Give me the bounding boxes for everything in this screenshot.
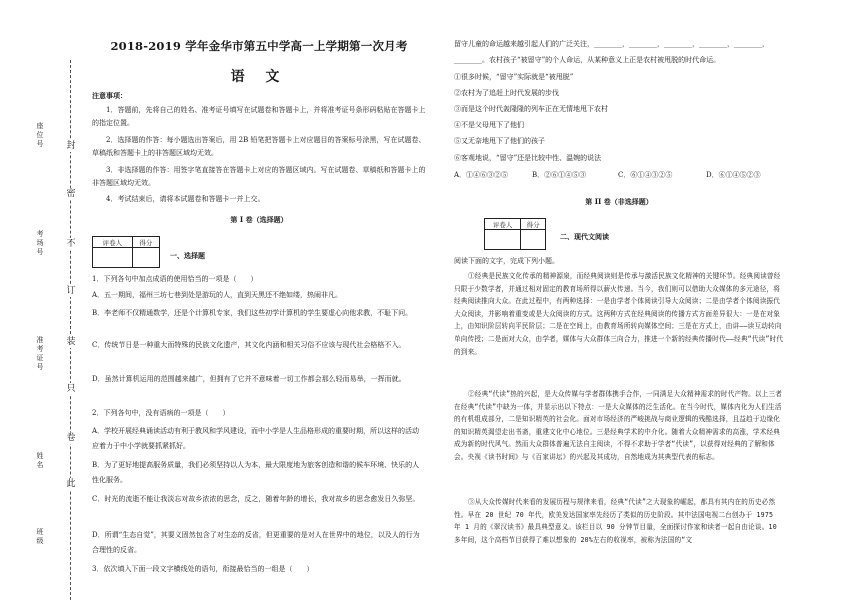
score-label: 评卷人 <box>485 219 521 230</box>
q3-option: ③而是这个时代轰隆隆的列车正在无情地甩下农村 <box>454 105 608 113</box>
q3-option: ⑥客观地说，“留守”还是比较中性、温婉的说法 <box>454 154 602 162</box>
field-label: 考场号 <box>36 230 44 256</box>
score-cell[interactable] <box>521 230 546 250</box>
score-label: 评卷人 <box>93 237 133 248</box>
field-label: 准考证号 <box>36 336 44 371</box>
q1-option-d: D．虽然计算机运用的范围越来越广，但拥有了它并不意味着一切工作都会那么轻而易举，一挥而就。 <box>92 375 406 383</box>
q3-stem: 3．依次填入下面一段文字横线处的语句，衔接最恰当的一组是（ ） <box>92 565 314 573</box>
field-name <box>34 452 46 470</box>
part1-heading: 第 I 卷（选择题） <box>230 215 288 224</box>
q3-answer-b: B．②⑥①④⑤③ <box>532 171 587 179</box>
seal-char: 只 <box>64 383 78 395</box>
subject-title: 语 文 <box>230 69 288 85</box>
notes-heading: 注意事项： <box>92 91 127 100</box>
section2-label: 二、现代文阅读 <box>560 232 609 241</box>
score-label: 得分 <box>132 237 159 248</box>
field-class <box>34 528 46 546</box>
q3-passage: 留守儿童的命运越来越引起人们的广泛关注，________，________，________，________，________，________。农村孩子“被留守”的个人命运，从某种意义上正是农村被甩脱的时代命运。 <box>454 40 769 64</box>
q3-option: ⑤又无奈地甩下了他们的孩子 <box>454 137 545 145</box>
essay-paragraph-2: ②经典“代读”热的兴起，是大众传媒与学者群体携手合作，一同满足大众精神需求的时代产物。以上三者在经典“代读”中缺为一体，并显示出以下特点：一是大众媒体的泛生活化。在当今时代，媒体内化为人们生活的有机组成部分，二是知识精英的社会化。面对市场经济的严峻挑战与商业逻辑的残酷选择，且益趋于边缘化的知识精英渴望走出书斋，重建文化中心地位。三是经典学术的中介化。随着大众精神需求的高涨，学术经典成为新的时代风气。然而大众群体普遍无法自主阅读，不得不求助于学者“代读”，以获得对经典的了解和体会。央视《读书时间》与《百家讲坛》的兴起及其成功，自然地成为其典型代表的标志。 <box>454 390 783 461</box>
score-cell[interactable] <box>93 248 133 268</box>
essay-paragraph-1: ①经典是民族文化传承的精神源泉，而经典阅读则是传承与激活民族文化精神的关键环节。经典阅读曾经只限于少数学者，并通过相对固定的教育场所得以薪火传递。当今，我们则可以借助大众媒体的多元途径，将经典阅读推向大众。在此过程中，有两种选择：一是由学者个体阅读引导大众阅读；二是由学者个体阅读振代大众阅读，并影响着重变或是大众阅读的方式。这两种方式在经典阅读的传播方式方面差异很大：一是在对象上，由知识阶层转向平民阶层；二是在空间上，由教育场所转向媒体空间；三是在方式上，由讲——读互动转向单向传授；二是面对大众，由学者，媒体与大众群体三向合力，推进一个新的经典传播时代——经典“代读”时代的到来。 <box>454 272 784 356</box>
q1-stem: 1．下列各句中加点成语的使用恰当的一项是（ ） <box>92 275 258 283</box>
seal-char: 封 <box>64 140 78 152</box>
q3-answer-a: A．①④⑥③②⑤ <box>454 171 509 179</box>
note-item: 1．答题前，先将自己的姓名、准考证号填写在试题卷和答题卡上，并将准考证号条形码粘贴在答题卡上的指定位置。 <box>92 106 426 127</box>
note-item: 3．非选择题的作答：用签字笔直接答在答题卡上对应的答题区域内。写在试题卷、草稿纸和答题卡上的非答题区域均无效。 <box>92 166 426 187</box>
seal-char: 卷 <box>64 432 78 444</box>
note-item: 2．选择题的作答：每小题选出答案后，用 2B 铅笔把答题卡上对应题目的答案标号涂黑，写在试题卷、草稿纸和答题卡上的非答题区域均无效。 <box>92 136 426 157</box>
field-label: 班级 <box>36 528 44 545</box>
seal-char: 订 <box>64 285 78 297</box>
seal-char: 此 <box>64 478 78 490</box>
part2-heading: 第 II 卷（非选择题） <box>585 197 653 206</box>
q2-option-a: A．学校开展经典诵读活动有利于教风和学风建设，而中小学是人生品格形成的重要时期，所以这样的活动应着力于中小学就要抓紧抓好。 <box>92 427 420 450</box>
field-exam-room <box>34 230 46 257</box>
essay-paragraph-3: ③从大众传媒时代来看的发展历程与规律来看，经典“代读”之大现象的崛起，都具有其内在的历史必然性。早在 20 世纪 70 年代，欧美发达国家率先经历了类似的历史阶段。其中法国电视二台创办于 1975 年 1 月的《翠汉读书》最具典型意义。该栏目以 90 分钟节目量，全面探讨作家和读者一起自由论谈。10 多年间，这个高档节目获得了难以想象的 20%左右的收视率，被称为法国的“文 <box>454 498 777 544</box>
score-label: 得分 <box>521 219 546 230</box>
q3-answer-d: D．⑥①④⑤②③ <box>706 171 761 179</box>
q2-option-c: C．时光的流逝不能让我淡忘对故乡浓浓的思念，反之，随着年龄的增长，我对故乡的思念愈发日久弥坚。 <box>92 495 420 503</box>
field-label: 座位号 <box>36 122 44 148</box>
q1-option-b: B．李老师不仅精通数学，还是个计算机专家，我们这些初学计算机的学生要虚心向他求教，不耻下问。 <box>92 309 413 317</box>
score-cell[interactable] <box>132 248 159 268</box>
binding-margin <box>0 0 86 608</box>
score-box-part2 <box>484 218 546 250</box>
seal-char: 不 <box>64 238 78 250</box>
score-cell[interactable] <box>485 230 521 250</box>
note-item: 4．考试结束后，请将本试题卷和答题卡一并上交。 <box>106 195 265 203</box>
q1-option-a: A．五一期间，福州三坊七巷到处是游玩的人，直到天黑还不绝如缕，热闹非凡。 <box>92 291 343 299</box>
q3-option: ④不是父母甩下了他们 <box>454 121 524 129</box>
q2-stem: 2．下列各句中，没有语病的一项是（ ） <box>92 409 230 417</box>
field-ticket-number <box>34 336 46 372</box>
seal-char: 装 <box>64 336 78 348</box>
reading-instruction: 阅读下面的文字，完成下列小题。 <box>454 257 559 265</box>
score-box-part1 <box>92 236 160 268</box>
q1-option-c: C．传统节日是一种重大而特殊的民族文化遗产，其文化内涵和相关习俗不应该与现代社会格格不入。 <box>92 341 406 349</box>
q3-answer-c: C．⑥①④③②⑤ <box>618 171 673 179</box>
seal-char: 密 <box>64 188 78 200</box>
exam-title: 2018-2019 学年金华市第五中学高一上学期第一次月考 <box>110 39 408 53</box>
q2-option-b: B．为了更好地提高服务质量，我们必须坚持以人为本，最大限度地为旅客创造和谐的候车环境、快乐的人性化服务。 <box>92 461 420 484</box>
field-seat-number <box>34 122 46 149</box>
field-label: 姓名 <box>36 452 44 469</box>
section1-label: 一、选择题 <box>170 251 205 260</box>
q3-option: ①很多时候，“留守”实际就是“被甩脱” <box>454 73 574 81</box>
q2-option-d: D．所谓“生态自觉”，其要义固然包含了对生态的反省，但更重要的是对人在世界中的地位，以及人的行为合理性的反省。 <box>92 531 420 554</box>
q3-option: ②农村为了追赶上时代发展的步伐 <box>454 89 559 97</box>
